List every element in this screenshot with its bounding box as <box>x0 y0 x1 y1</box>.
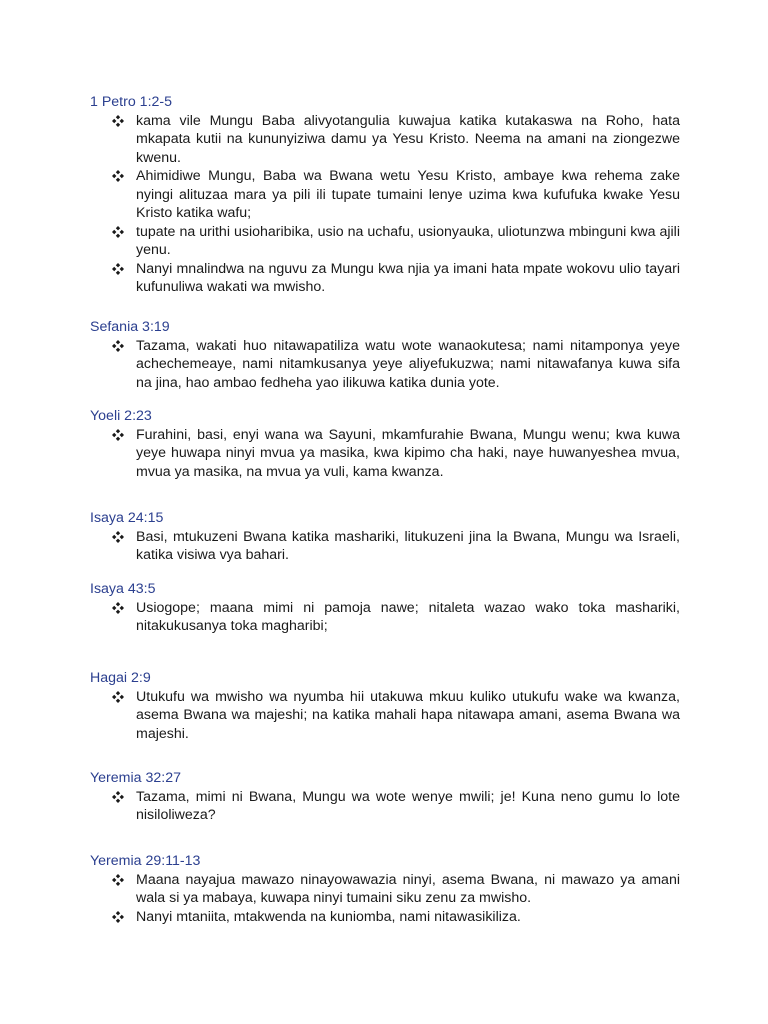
verse-list <box>90 426 680 482</box>
verse-list <box>90 528 680 565</box>
scripture-reference: Yoeli 2:23 <box>90 408 152 424</box>
verse-text: Tazama, mimi ni Bwana, Mungu wa wote wenye mwili; je! Kuna neno gumu lo lote nisiloliweza? <box>136 788 680 823</box>
diamond-bullet-icon <box>112 426 128 445</box>
verse-list <box>90 688 680 744</box>
verse-text: Ahimidiwe Mungu, Baba wa Bwana wetu Yesu Kristo, ambaye kwa rehema zake nyingi alituzaa mara ya pili ili tupate tumaini lenye uzima kwa kufufuka kwake Yesu Kristo katika wafu; <box>136 168 680 221</box>
diamond-bullet-icon <box>112 688 128 707</box>
scripture-section <box>90 509 680 565</box>
scripture-reference: Sefania 3:19 <box>90 319 170 335</box>
verse-item <box>90 908 680 927</box>
diamond-bullet-icon <box>112 599 128 618</box>
verse-text: Tazama, wakati huo nitawapatiliza watu wote wanaokutesa; nami nitamponya yeye achechemeaye, nami nitamkusanya yeye aliyefukuzwa; nami nitawafanya kuwa sifa na jina, hao ambao fedheha yao ilikuwa katika dunia yote. <box>136 337 680 391</box>
verse-text: Nanyi mtaniita, mtakwenda na kuniomba, nami nitawasikiliza. <box>136 908 521 925</box>
scripture-section <box>90 769 680 825</box>
diamond-bullet-icon <box>112 788 128 807</box>
diamond-bullet-icon <box>112 908 128 927</box>
scripture-section <box>90 93 680 297</box>
verse-text: Nanyi mnalindwa na nguvu za Mungu kwa njia ya imani hata mpate wokovu ulio tayari kufunuliwa wakati wa mwisho. <box>136 260 680 295</box>
verse-item <box>90 337 680 393</box>
verse-text: kama vile Mungu Baba alivyotangulia kuwajua katika kutakaswa na Roho, hata mkapata kutii na kununyiziwa damu ya Yesu Kristo. Neema na amani na ziongezwe kwenu. <box>136 112 680 166</box>
scripture-reference: 1 Petro 1:2-5 <box>90 94 173 110</box>
diamond-bullet-icon <box>112 337 128 356</box>
scripture-reference: Hagai 2:9 <box>90 670 151 686</box>
scripture-section <box>90 580 680 636</box>
verse-list <box>90 871 680 927</box>
verse-item <box>90 112 680 168</box>
verse-text: Maana nayajua mawazo ninayowawazia ninyi, asema Bwana, ni mawazo ya amani wala si ya mabaya, kuwapa ninyi tumaini siku zenu za mwisho. <box>136 871 680 906</box>
scripture-reference: Isaya 24:15 <box>90 510 164 526</box>
diamond-bullet-icon <box>112 871 128 890</box>
diamond-bullet-icon <box>112 167 128 186</box>
diamond-bullet-icon <box>112 260 128 279</box>
scripture-reference: Yeremia 32:27 <box>90 770 181 786</box>
verse-item <box>90 871 680 908</box>
diamond-bullet-icon <box>112 223 128 242</box>
verse-item <box>90 788 680 825</box>
scripture-section <box>90 407 680 481</box>
verse-item <box>90 426 680 482</box>
scripture-reference: Isaya 43:5 <box>90 581 156 597</box>
verse-text: Usiogope; maana mimi ni pamoja nawe; nitaleta wazao wako toka mashariki, nitakukusanya toka magharibi; <box>136 599 680 634</box>
scripture-section <box>90 852 680 926</box>
verse-item <box>90 167 680 223</box>
diamond-bullet-icon <box>112 112 128 131</box>
verse-text: Basi, mtukuzeni Bwana katika mashariki, litukuzeni jina la Bwana, Mungu wa Israeli, katika visiwa vya bahari. <box>136 528 680 563</box>
verse-list <box>90 112 680 297</box>
verse-item <box>90 528 680 565</box>
verse-list <box>90 788 680 825</box>
verse-item <box>90 688 680 744</box>
verse-item <box>90 599 680 636</box>
verse-item <box>90 223 680 260</box>
diamond-bullet-icon <box>112 528 128 547</box>
verse-text: Utukufu wa mwisho wa nyumba hii utakuwa mkuu kuliko utukufu wake wa kwanza, asema Bwana wa majeshi; na katika mahali hapa nitawapa amani, asema Bwana wa majeshi. <box>136 688 680 742</box>
verse-list <box>90 337 680 393</box>
verse-text: tupate na urithi usioharibika, usio na uchafu, usionyauka, uliotunzwa mbinguni kwa ajili yenu. <box>136 223 680 258</box>
verse-item <box>90 260 680 297</box>
scripture-section <box>90 669 680 743</box>
scripture-section <box>90 318 680 392</box>
verse-text: Furahini, basi, enyi wana wa Sayuni, mkamfurahie Bwana, Mungu wenu; kwa kuwa yeye huwapa ninyi mvua ya masika, kwa kipimo cha haki, naye huwanyeshea mvua, mvua ya masika, na mvua ya vuli, kama kwanza. <box>136 426 680 480</box>
scripture-reference: Yeremia 29:11-13 <box>90 853 201 869</box>
verse-list <box>90 599 680 636</box>
